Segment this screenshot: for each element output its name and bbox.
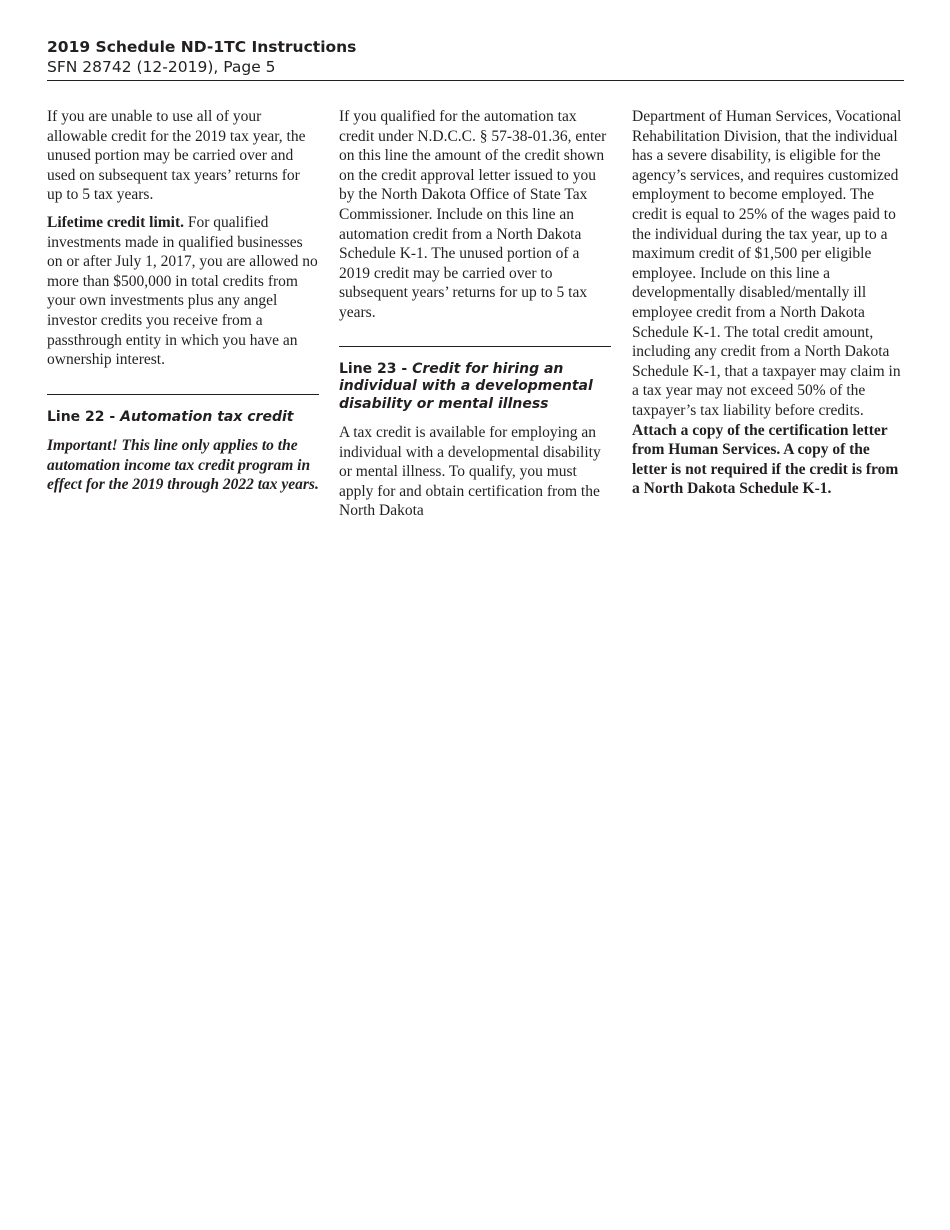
line23-prefix: Line 23 - xyxy=(339,360,413,377)
lifetime-limit-body: For qualified investments made in qualified businesses on or after July 1, 2017, you are allowed no more than $500,000 in total credits from your own investments plus any angel investor credits you receive from a passthrough entity in which you have an ownership interest. xyxy=(47,213,318,369)
column-2 xyxy=(339,107,611,529)
line22-title: Automation tax credit xyxy=(120,408,294,425)
automation-credit-paragraph: If you qualified for the automation tax credit under N.D.C.C. § 57-38-01.36, enter on this line the amount of the credit shown on the credit approval letter issued to you by the North Dakota Office of State Tax Commissioner. Include on this line an automation credit from a North Dakota Schedule K-1. The unused portion of a 2019 credit may be carried over to subsequent years’ returns for up to 5 tax years. xyxy=(339,108,607,321)
lifetime-limit-lead: Lifetime credit limit. xyxy=(47,213,185,231)
attach-letter-note: Attach a copy of the certification letter from Human Services. A copy of the letter is not required if the credit is from a North Dakota Schedule K-1. xyxy=(632,421,899,498)
line22-heading xyxy=(47,409,319,427)
page-header xyxy=(47,38,904,77)
form-number-page: SFN 28742 (12-2019), Page 5 xyxy=(47,58,276,76)
hiring-credit-continued xyxy=(632,107,904,499)
hiring-credit-details: Department of Human Services, Vocational Rehabilitation Division, that the individual has a severe disability, is eligible for the agency’s services, and requires customized employment to become employed. The credit is equal to 25% of the wages paid to the individual during the tax year, up to a maximum credit of $1,500 per eligible employee. Include on this line a developmentally disabled/mentally ill employee credit from a North Dakota Schedule K-1. The total credit amount, including any credit from a North Dakota Schedule K-1, that a taxpayer may claim in a tax year may not exceed 50% of the taxpayer’s tax liability before credits. xyxy=(632,108,902,419)
column-3 xyxy=(632,107,904,507)
line22-prefix: Line 22 - xyxy=(47,408,121,425)
header-divider xyxy=(47,80,904,81)
hiring-credit-paragraph: A tax credit is available for employing an individual with a developmental disability or mental illness. To qualify, you must apply for and obtain certification from the North Dakota xyxy=(339,424,601,520)
unused-credit-paragraph: If you are unable to use all of your allowable credit for the 2019 tax year, the unused portion may be carried over and used on subsequent tax years’ returns for up to 5 tax years. xyxy=(47,108,306,204)
section-divider-line22 xyxy=(47,394,319,395)
line23-title: Credit for hiring an individual with a developmental disability or mental illness xyxy=(339,360,593,412)
document-title: 2019 Schedule ND-1TC Instructions xyxy=(47,38,357,56)
line23-heading xyxy=(339,361,611,414)
important-note: Important! This line only applies to the automation income tax credit program in effect for the 2019 through 2022 tax years. xyxy=(47,437,319,494)
column-1 xyxy=(47,107,319,495)
section-divider-line23 xyxy=(339,346,611,347)
lifetime-limit-paragraph xyxy=(47,213,319,370)
